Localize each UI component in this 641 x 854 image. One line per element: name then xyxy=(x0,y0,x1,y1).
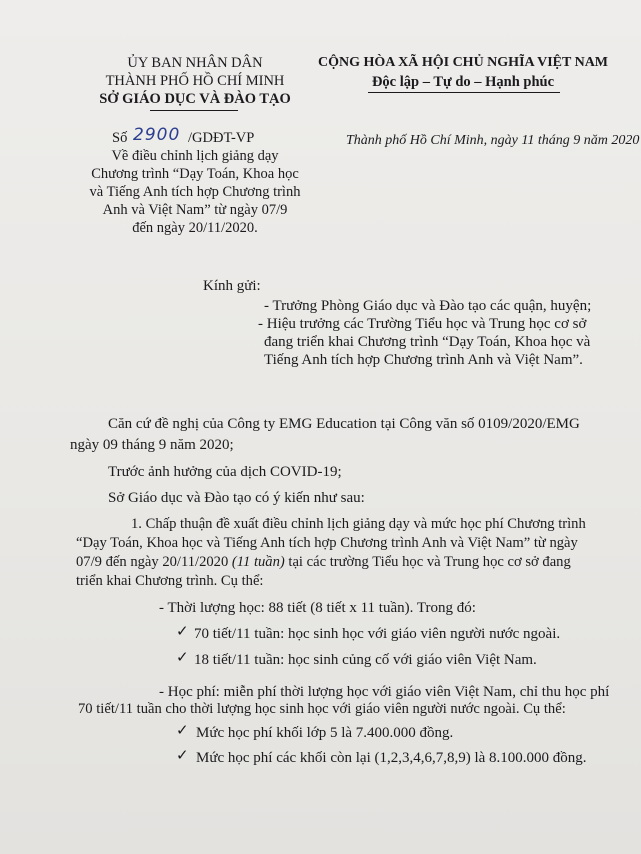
org-line-2: THÀNH PHỐ HỒ CHÍ MINH xyxy=(105,73,285,89)
item-1-line-1: 1. Chấp thuận đề xuất điều chỉnh lịch giảng dạy và mức học phí Chương trình xyxy=(131,516,586,532)
item-1-line-4: triển khai Chương trình. Cụ thể: xyxy=(76,573,264,589)
org-line-3: SỞ GIÁO DỤC VÀ ĐÀO TẠO xyxy=(99,91,291,107)
item-1-line-3-end: tại các trường Tiểu học và Trung học cơ sở đang xyxy=(284,554,571,570)
para-3: Sở Giáo dục và Đào tạo có ý kiến như sau: xyxy=(108,490,365,506)
check-icon: ✓ xyxy=(176,622,189,640)
nation-line-1: CỘNG HÒA XÃ HỘI CHỦ NGHĨA VIỆT NAM xyxy=(318,55,609,70)
doc-number-handwritten: 2900 xyxy=(133,125,181,145)
para-1-line-1: Căn cứ đề nghị của Công ty EMG Education tại Công văn số 0109/2020/EMG xyxy=(108,416,580,432)
fee-line-2: 70 tiết/11 tuần cho thời lượng học sinh học với giáo viên người nước ngoài. Cụ thể: xyxy=(78,701,566,717)
check-icon: ✓ xyxy=(176,648,189,666)
fee-line-1: - Học phí: miễn phí thời lượng học với giáo viên Việt Nam, chỉ thu học phí xyxy=(159,684,610,700)
duration-item-a: 70 tiết/11 tuần: học sinh học với giáo viên người nước ngoài. xyxy=(194,626,561,642)
recipient-1: - Trưởng Phòng Giáo dục và Đào tạo các quận, huyện; xyxy=(264,298,592,314)
place-date: Thành phố Hồ Chí Minh, ngày 11 tháng 9 năm 2020 xyxy=(346,133,640,148)
recipient-2-line-3: Tiếng Anh tích hợp Chương trình Anh và Việt Nam”. xyxy=(264,352,583,368)
subject-line-2: Chương trình “Dạy Toán, Khoa học xyxy=(91,166,299,182)
doc-number-suffix: /GDĐT-VP xyxy=(188,130,255,146)
item-1-line-2: “Dạy Toán, Khoa học và Tiếng Anh tích hợp Chương trình Anh và Việt Nam” từ ngày xyxy=(76,535,578,551)
para-2: Trước ảnh hưởng của dịch COVID-19; xyxy=(108,464,342,480)
item-1-duration-italic: (11 tuần) xyxy=(231,554,285,570)
fee-item-2: Mức học phí các khối còn lại (1,2,3,4,6,7,8,9) là 8.100.000 đồng. xyxy=(196,750,587,766)
doc-number-prefix: Số xyxy=(112,130,128,146)
org-underline xyxy=(150,110,238,111)
item-1-line-3 xyxy=(76,553,571,571)
duration-item-b: 18 tiết/11 tuần: học sinh củng cố với giáo viên Việt Nam. xyxy=(194,652,537,668)
subject-line-3: và Tiếng Anh tích hợp Chương trình xyxy=(89,184,301,200)
duration-line: - Thời lượng học: 88 tiết (8 tiết x 11 tuần). Trong đó: xyxy=(159,600,476,616)
subject-line-1: Về điều chỉnh lịch giảng dạy xyxy=(111,148,279,164)
subject-line-5: đến ngày 20/11/2020. xyxy=(132,220,258,236)
nation-line-2: Độc lập – Tự do – Hạnh phúc xyxy=(371,74,555,90)
org-line-1: ỦY BAN NHÂN DÂN xyxy=(127,55,263,71)
check-icon: ✓ xyxy=(176,721,189,739)
fee-item-1: Mức học phí khối lớp 5 là 7.400.000 đồng. xyxy=(196,725,454,741)
recipients-label: Kính gửi: xyxy=(203,278,261,294)
recipient-2-line-1: - Hiệu trưởng các Trường Tiểu học và Trung học cơ sở xyxy=(258,316,587,332)
check-icon: ✓ xyxy=(176,746,189,764)
recipient-2-line-2: đang triển khai Chương trình “Dạy Toán, Khoa học và xyxy=(264,334,591,350)
subject-line-4: Anh và Việt Nam” từ ngày 07/9 xyxy=(102,202,288,218)
para-1-line-2: ngày 09 tháng 9 năm 2020; xyxy=(70,437,234,453)
item-1-line-3-start: 07/9 đến ngày 20/11/2020 xyxy=(76,554,232,570)
nation-underline xyxy=(368,92,560,93)
